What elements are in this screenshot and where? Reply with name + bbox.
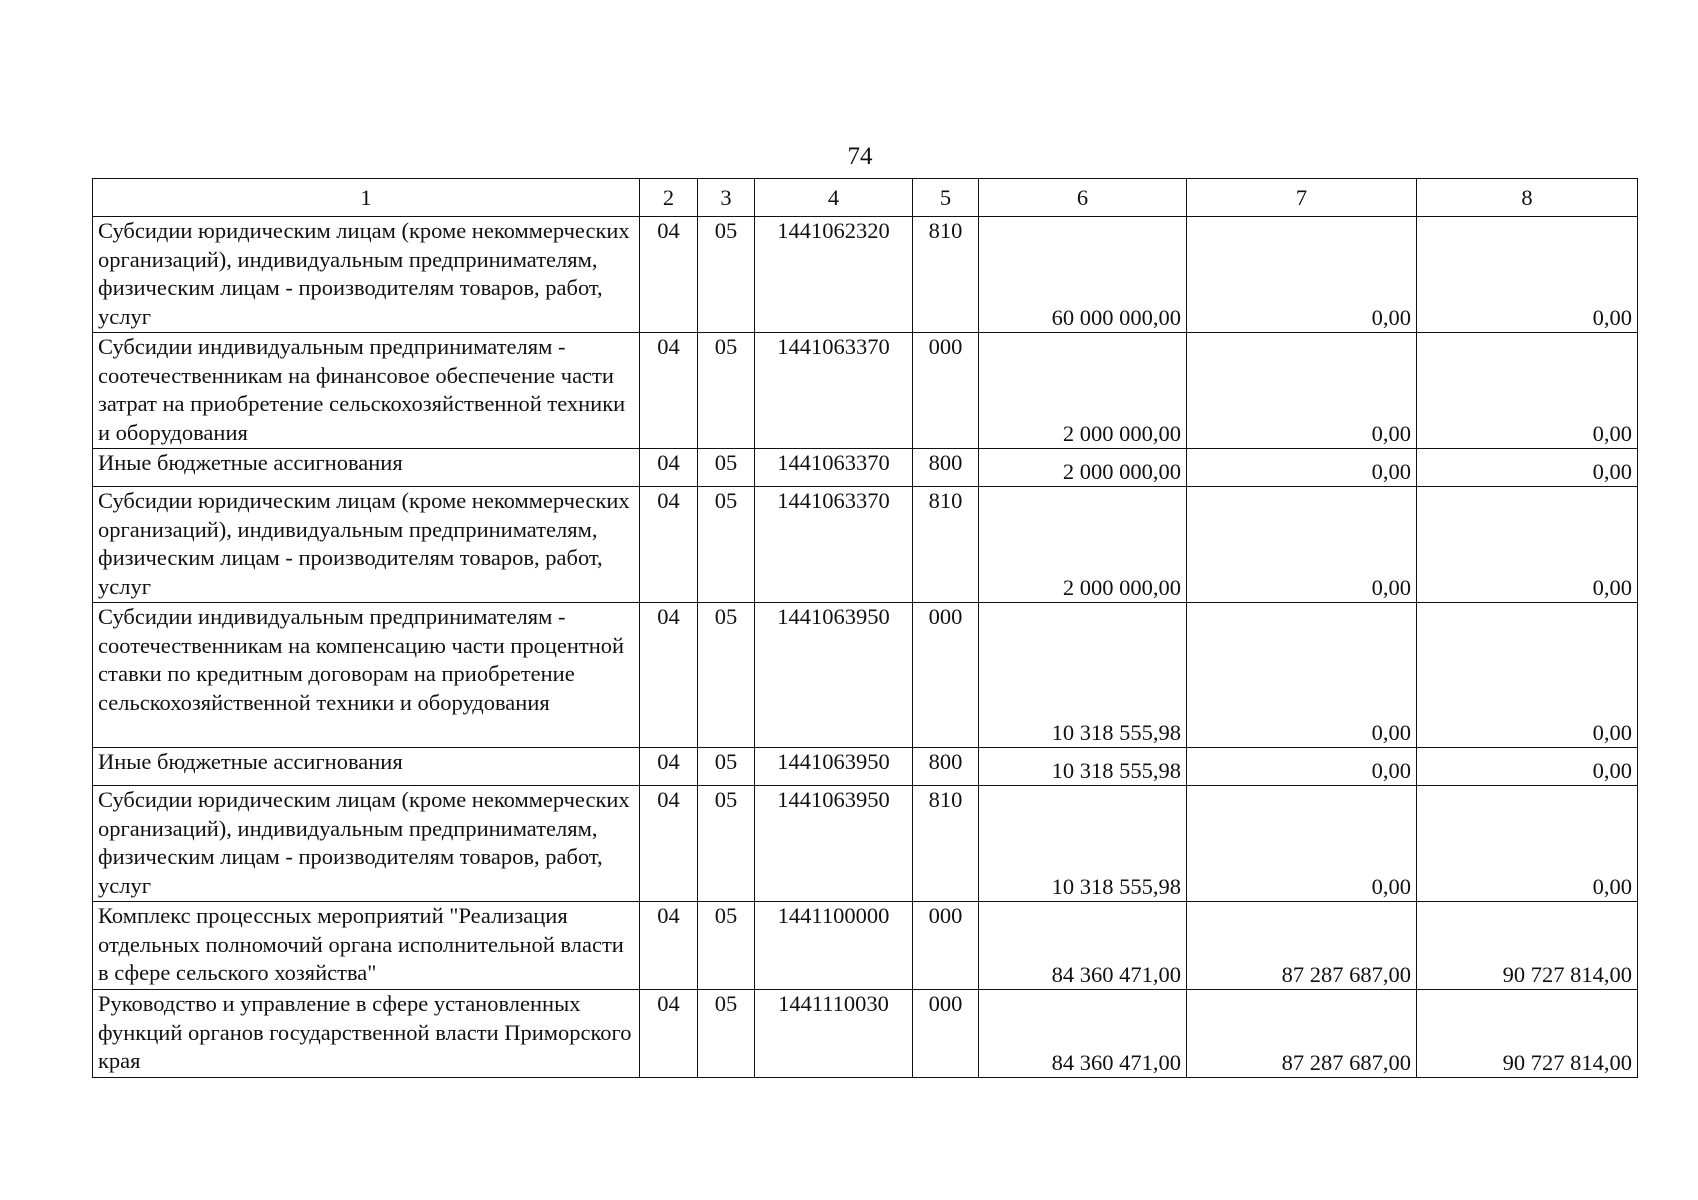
- item-name: Субсидии юридическим лицам (кроме некоммерческих организаций), индивидуальным предпринимателям, физическим лицам - производителям товаров, работ, услуг: [93, 487, 640, 603]
- target-article-code: 1441110030: [755, 990, 913, 1078]
- amount-col6: 2 000 000,00: [979, 333, 1187, 449]
- table-row: [93, 786, 1638, 902]
- item-name: Комплекс процессных мероприятий "Реализация отдельных полномочий органа исполнительной власти в сфере сельского хозяйства": [93, 902, 640, 990]
- expense-type-code: 000: [913, 990, 979, 1078]
- table-header-row: [93, 179, 1638, 217]
- expense-type-code: 810: [913, 786, 979, 902]
- target-article-code: 1441063370: [755, 449, 913, 487]
- amount-col6: 84 360 471,00: [979, 990, 1187, 1078]
- subsection-code: 05: [698, 603, 755, 748]
- item-name: Субсидии юридическим лицам (кроме некоммерческих организаций), индивидуальным предпринимателям, физическим лицам - производителям товаров, работ, услуг: [93, 217, 640, 333]
- amount-col8: 0,00: [1417, 333, 1638, 449]
- table-row: [93, 748, 1638, 786]
- subsection-code: 05: [698, 786, 755, 902]
- table-row: [93, 902, 1638, 990]
- target-article-code: 1441063370: [755, 333, 913, 449]
- item-name: Субсидии индивидуальным предпринимателям - соотечественникам на компенсацию части процентной ставки по кредитным договорам на приобретение сельскохозяйственной техники и оборудования: [93, 603, 640, 748]
- expense-type-code: 000: [913, 902, 979, 990]
- column-header: 2: [640, 179, 698, 217]
- amount-col8: 0,00: [1417, 487, 1638, 603]
- column-header: 1: [93, 179, 640, 217]
- column-header: 5: [913, 179, 979, 217]
- target-article-code: 1441063370: [755, 487, 913, 603]
- amount-col8: 0,00: [1417, 449, 1638, 487]
- amount-col7: 0,00: [1187, 786, 1417, 902]
- item-name: Субсидии индивидуальным предпринимателям - соотечественникам на финансовое обеспечение части затрат на приобретение сельскохозяйственной техники и оборудования: [93, 333, 640, 449]
- amount-col6: 84 360 471,00: [979, 902, 1187, 990]
- column-header: 3: [698, 179, 755, 217]
- item-name: Иные бюджетные ассигнования: [93, 449, 640, 487]
- target-article-code: 1441063950: [755, 603, 913, 748]
- item-name: Субсидии юридическим лицам (кроме некоммерческих организаций), индивидуальным предпринимателям, физическим лицам - производителям товаров, работ, услуг: [93, 786, 640, 902]
- amount-col7: 0,00: [1187, 603, 1417, 748]
- subsection-code: 05: [698, 449, 755, 487]
- amount-col6: 10 318 555,98: [979, 786, 1187, 902]
- section-code: 04: [640, 603, 698, 748]
- table-row: [93, 217, 1638, 333]
- amount-col8: 90 727 814,00: [1417, 902, 1638, 990]
- table-row: [93, 449, 1638, 487]
- expense-type-code: 810: [913, 487, 979, 603]
- amount-col6: 10 318 555,98: [979, 748, 1187, 786]
- subsection-code: 05: [698, 487, 755, 603]
- column-header: 4: [755, 179, 913, 217]
- target-article-code: 1441100000: [755, 902, 913, 990]
- subsection-code: 05: [698, 333, 755, 449]
- page-number: 74: [847, 143, 873, 170]
- subsection-code: 05: [698, 748, 755, 786]
- item-name: Иные бюджетные ассигнования: [93, 748, 640, 786]
- section-code: 04: [640, 990, 698, 1078]
- expense-type-code: 800: [913, 748, 979, 786]
- column-header: 7: [1187, 179, 1417, 217]
- amount-col8: 0,00: [1417, 603, 1638, 748]
- target-article-code: 1441062320: [755, 217, 913, 333]
- amount-col8: 0,00: [1417, 217, 1638, 333]
- table-row: [93, 333, 1638, 449]
- amount-col7: 0,00: [1187, 449, 1417, 487]
- budget-table: [92, 178, 1638, 1078]
- subsection-code: 05: [698, 902, 755, 990]
- item-name: Руководство и управление в сфере установленных функций органов государственной власти Приморского края: [93, 990, 640, 1078]
- table-row: [93, 487, 1638, 603]
- amount-col7: 0,00: [1187, 217, 1417, 333]
- target-article-code: 1441063950: [755, 786, 913, 902]
- table-row: [93, 990, 1638, 1078]
- expense-type-code: 000: [913, 333, 979, 449]
- section-code: 04: [640, 217, 698, 333]
- amount-col6: 60 000 000,00: [979, 217, 1187, 333]
- column-header: 8: [1417, 179, 1638, 217]
- table-row: [93, 603, 1638, 748]
- amount-col8: 0,00: [1417, 786, 1638, 902]
- section-code: 04: [640, 333, 698, 449]
- amount-col7: 0,00: [1187, 748, 1417, 786]
- amount-col7: 87 287 687,00: [1187, 902, 1417, 990]
- amount-col6: 10 318 555,98: [979, 603, 1187, 748]
- expense-type-code: 810: [913, 217, 979, 333]
- amount-col7: 0,00: [1187, 333, 1417, 449]
- expense-type-code: 000: [913, 603, 979, 748]
- amount-col6: 2 000 000,00: [979, 449, 1187, 487]
- expense-type-code: 800: [913, 449, 979, 487]
- section-code: 04: [640, 902, 698, 990]
- subsection-code: 05: [698, 990, 755, 1078]
- section-code: 04: [640, 449, 698, 487]
- amount-col8: 0,00: [1417, 748, 1638, 786]
- section-code: 04: [640, 487, 698, 603]
- subsection-code: 05: [698, 217, 755, 333]
- section-code: 04: [640, 786, 698, 902]
- target-article-code: 1441063950: [755, 748, 913, 786]
- amount-col7: 0,00: [1187, 487, 1417, 603]
- amount-col7: 87 287 687,00: [1187, 990, 1417, 1078]
- amount-col6: 2 000 000,00: [979, 487, 1187, 603]
- section-code: 04: [640, 748, 698, 786]
- column-header: 6: [979, 179, 1187, 217]
- amount-col8: 90 727 814,00: [1417, 990, 1638, 1078]
